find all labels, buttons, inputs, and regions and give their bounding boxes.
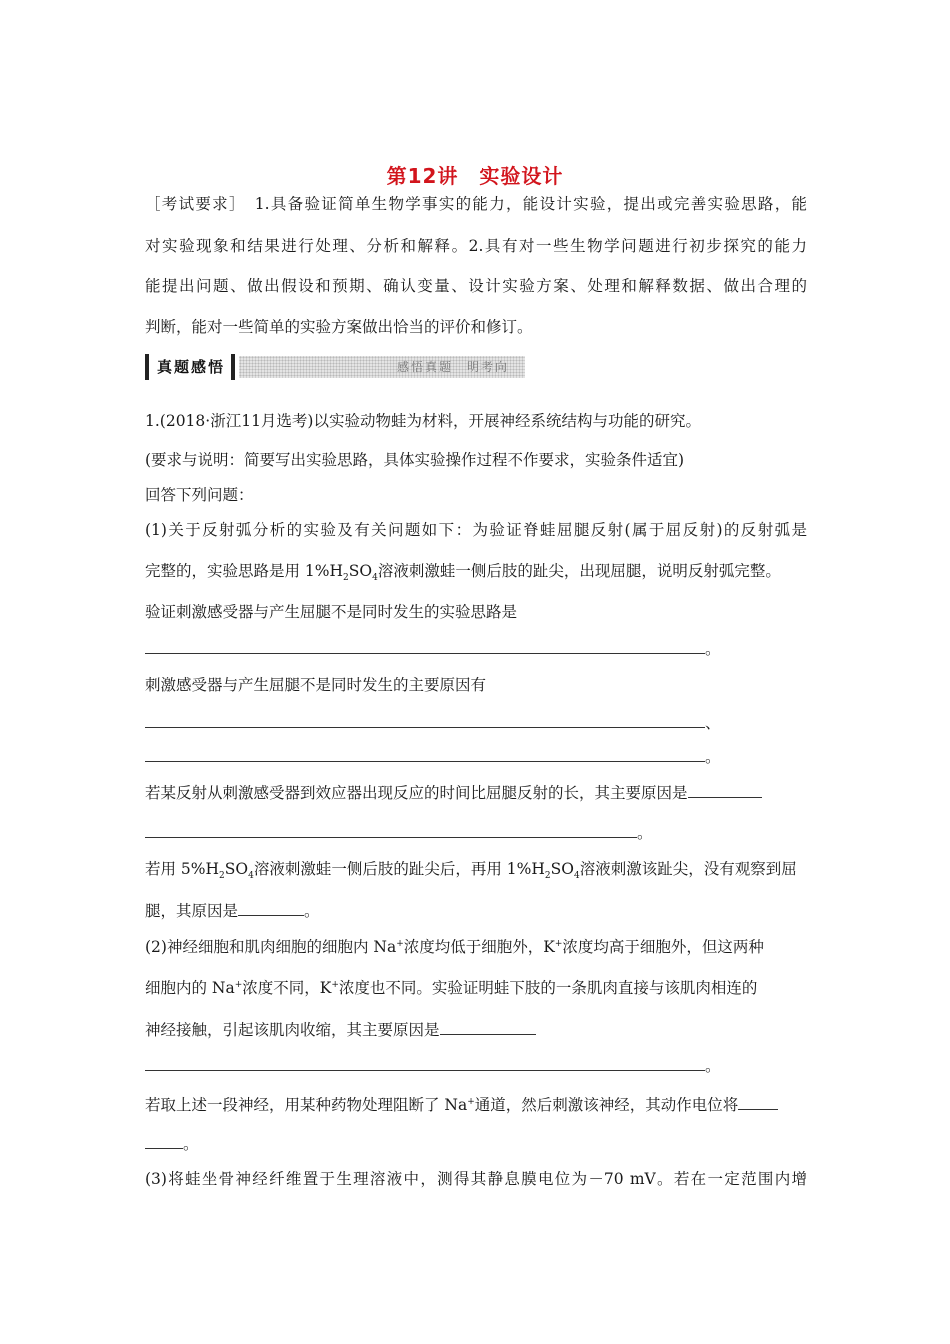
part1-blank-line-7: 。 (145, 746, 721, 767)
answer-blank[interactable] (738, 1094, 778, 1110)
page-title: 第12讲 实验设计 (386, 164, 564, 188)
part1-line-2: 完整的，实验思路是用 $1\%H_2SO_4$溶液刺激蛙一侧后肢的趾尖，出现屈腿，说明反射弧完整。 (145, 562, 781, 584)
answer-blank[interactable] (145, 822, 637, 838)
part2-line-5: 若取上述一段神经，用某种药物处理阻断了 Na+通道，然后刺激该神经，其动作电位将 (145, 1094, 778, 1115)
section-subtitle: 感悟真题 明考向 (396, 360, 509, 374)
part2-line-2: 细胞内的 Na+浓度不同，K+浓度也不同。实验证明蛙下肢的一条肌肉直接与该肌肉相连的 (145, 979, 758, 997)
answer-blank[interactable] (145, 746, 705, 762)
answer-blank[interactable] (145, 712, 705, 728)
answer-blank[interactable] (145, 1133, 183, 1149)
answer-blank[interactable] (145, 638, 705, 654)
part1-line-3: 验证刺激感受器与产生屈腿不是同时发生的实验思路是 (145, 603, 518, 621)
requirements-line-4: 判断，能对一些简单的实验方案做出恰当的评价和修订。 (145, 318, 533, 336)
answer-blank[interactable] (238, 900, 304, 916)
question-note: (要求与说明：简要写出实验思路，具体实验操作过程不作要求，实验条件适宜) (145, 451, 685, 469)
part1-blank-line-4: 。 (145, 638, 721, 659)
part1-blank-line-6: 、 (145, 712, 721, 733)
section-label: 真题感悟 (145, 354, 235, 380)
answer-blank[interactable] (440, 1019, 536, 1035)
part2-line-3: 神经接触，引起该肌肉收缩，其主要原因是 (145, 1019, 536, 1040)
requirements-line-3: 能提出问题、做出假设和预期、确认变量、设计实验方案、处理和解释数据、做出合理的 (145, 277, 807, 295)
answer-blank[interactable] (145, 1055, 705, 1071)
question-prompt: 回答下列问题： (145, 486, 254, 504)
part3-line-1: (3)将蛙坐骨神经纤维置于生理溶液中，测得其静息膜电位为－70 mV。若在一定范围内增 (145, 1170, 807, 1188)
part1-line-1: (1)关于反射弧分析的实验及有关问题如下：为验证脊蛙屈腿反射(属于屈反射)的反射弧是 (145, 521, 807, 539)
part1-line-8: 若某反射从刺激感受器到效应器出现反应的时间比屈腿反射的长，其主要原因是 (145, 782, 762, 803)
part2-blank-line-4: 。 (145, 1055, 721, 1076)
requirements-line-2: 对实验现象和结果进行处理、分析和解释。2.具有对一些生物学问题进行初步探究的能力 (145, 237, 807, 255)
part1-line-11: 腿，其原因是 。 (145, 902, 320, 920)
requirements-line-1: ［考试要求］ 1.具备验证简单生物学事实的能力，能设计实验，提出或完善实验思路，能 (145, 195, 807, 213)
part1-line-10: 若用 $5\%H_2SO_4$溶液刺激蛙一侧后肢的趾尖后，再用 $1\%H_2SO_4$溶液刺激该趾尖，没有观察到屈 (145, 860, 797, 882)
section-header (145, 354, 525, 380)
part2-line-1: (2)神经细胞和肌肉细胞的细胞内 Na+浓度均低于细胞外，K+浓度均高于细胞外，但这两种 (145, 938, 764, 956)
section-band (239, 356, 525, 378)
question-intro: 1.(2018·浙江11月选考)以实验动物蛙为材料，开展神经系统结构与功能的研究。 (145, 412, 701, 430)
part1-blank-line-9: 。 (145, 822, 653, 843)
answer-blank[interactable] (688, 782, 762, 798)
part1-line-5: 刺激感受器与产生屈腿不是同时发生的主要原因有 (145, 676, 487, 694)
part2-blank-line-6: 。 (145, 1133, 199, 1154)
